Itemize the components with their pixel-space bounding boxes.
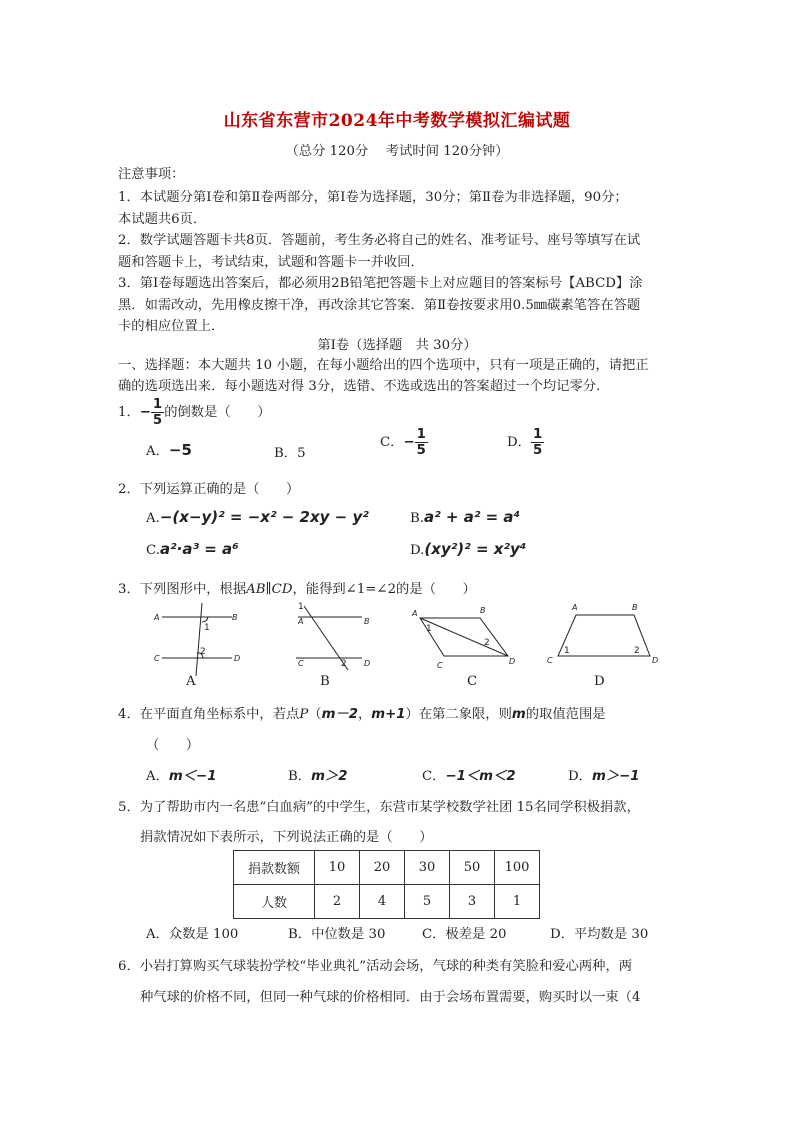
- q3-stem: 3．下列图形中，根据AB∥CD，能得到∠1=∠2的是（ ）: [118, 582, 476, 597]
- section-intro: 确的选项选出来．每小题选对得 3分，选错、不选或选出的答案超过一个均记零分．: [118, 379, 610, 394]
- table-cell: 10: [315, 851, 360, 885]
- q1-number: 1．: [118, 405, 140, 420]
- fig-caption-a: A: [186, 674, 196, 689]
- figure-a: [153, 603, 240, 676]
- fig-label: B: [232, 613, 238, 622]
- table-cell: 人数: [234, 885, 315, 919]
- fig-label: B: [632, 603, 638, 612]
- note-line: 1．本试题分第Ⅰ卷和第Ⅱ卷两部分，第Ⅰ卷为选择题，30分；第Ⅱ卷为非选择题，90分；: [118, 190, 628, 205]
- q4-blank: （ ）: [146, 738, 200, 753]
- fig-label: D: [509, 657, 516, 666]
- q2-option-a: A.−(x−y)² = −x² − 2xy − y²: [146, 508, 369, 526]
- fig-caption-c: C: [467, 674, 478, 689]
- table-cell: 50: [450, 851, 495, 885]
- q5-stem-line1: 5．为了帮助市内一名患“白血病”的中学生，东营市某学校数学社团 15名同学积极捐款，: [118, 800, 640, 815]
- fig-label: D: [652, 656, 659, 665]
- q2-stem: 2．下列运算正确的是（ ）: [118, 482, 300, 497]
- q1-option-b: B．5: [274, 446, 306, 461]
- figure-d: [547, 603, 658, 665]
- table-cell: 捐款数额: [234, 851, 315, 885]
- q4-option-c: C．−1＜m＜2: [422, 769, 516, 784]
- q1-stem: 的倒数是（ ）: [164, 405, 271, 420]
- q4-option-b: B．m＞2: [288, 769, 348, 784]
- table-cell: 3: [450, 885, 495, 919]
- note-line: 卡的相应位置上．: [118, 319, 225, 334]
- angle-label: 1: [426, 624, 432, 634]
- table-row: [234, 885, 540, 919]
- q2-option-d: D.(xy²)² = x²y⁴: [410, 540, 527, 558]
- q1-option-a: A．−5: [146, 441, 192, 459]
- fig-caption-b: B: [320, 674, 330, 689]
- angle-label: 2: [200, 647, 206, 657]
- figure-b: [296, 602, 370, 670]
- note-line: 题和答题卡上，考试结束，试题和答题卡一并收回．: [118, 255, 424, 270]
- fig-label: C: [298, 659, 304, 668]
- section-heading: 第Ⅰ卷（选择题 共 30分）: [317, 338, 477, 353]
- q1-fraction: [151, 397, 164, 428]
- fig-label: A: [154, 613, 160, 622]
- table-cell: 20: [360, 851, 405, 885]
- fig-label: A: [412, 609, 418, 618]
- fig-label: A: [298, 617, 304, 626]
- table-cell: 30: [405, 851, 450, 885]
- q2-option-c: C.a²·a³ = a⁶: [146, 540, 239, 558]
- q6-line1: 6．小岩打算购买气球装扮学校“毕业典礼”活动会场，气球的种类有笑脸和爱心两种，两: [118, 959, 633, 974]
- angle-label: 2: [634, 646, 640, 656]
- table-row: [234, 851, 540, 885]
- angle-label: 1: [204, 623, 210, 633]
- note-line: 2．数学试题答题卡共8页．答题前，考生务必将自己的姓名、准考证号、座号等填写在试: [118, 233, 641, 248]
- note-line: 黑．如需改动，先用橡皮擦干净，再改涂其它答案．第Ⅱ卷按要求用0.5㎜碳素笔答在答题: [118, 298, 641, 313]
- table-cell: 4: [360, 885, 405, 919]
- note-line: 3．第Ⅰ卷每题选出答案后，都必须用2B铅笔把答题卡上对应题目的答案标号【ABCD】涂: [118, 276, 643, 291]
- table-cell: 100: [495, 851, 540, 885]
- fig-label: C: [154, 654, 160, 663]
- q4-option-a: A．m＜−1: [146, 769, 217, 784]
- angle-label: 2: [484, 638, 490, 648]
- q5-option-a: A．众数是 100: [146, 927, 239, 942]
- q1-frac-num: 1: [152, 397, 163, 412]
- fig-label: D: [234, 654, 241, 663]
- fig-label: C: [547, 656, 553, 665]
- page-subtitle: （总分 120分 考试时间 120分钟）: [285, 144, 509, 159]
- notes-heading: 注意事项：: [118, 167, 185, 182]
- fig-caption-d: D: [594, 674, 605, 689]
- page-title: 山东省东营市2024年中考数学模拟汇编试题: [223, 111, 571, 131]
- fig-label: D: [364, 659, 371, 668]
- q2-option-b: B.a² + a² = a⁴: [410, 508, 521, 526]
- fig-label: B: [480, 606, 486, 615]
- q5-stem-line2: 捐款情况如下表所示，下列说法正确的是（ ）: [140, 830, 433, 845]
- angle-label: 1: [564, 646, 570, 656]
- fig-label: A: [572, 603, 578, 612]
- fig-label: B: [364, 617, 370, 626]
- figure-c: [411, 606, 515, 670]
- table-cell: 2: [315, 885, 360, 919]
- table-cell: 1: [495, 885, 540, 919]
- q1-frac-den: 5: [152, 413, 163, 428]
- note-line: 本试题共6页．: [118, 212, 207, 227]
- fig-label: C: [437, 661, 443, 670]
- q5-option-d: D．平均数是 30: [550, 927, 649, 942]
- q1-option-d: D． $\frac{1}{5}$: [507, 427, 543, 458]
- section-intro: 一、选择题：本大题共 10 小题，在每小题给出的四个选项中，只有一项是正确的，请把正: [118, 358, 649, 373]
- q4-stem: 4．在平面直角坐标系中，若点P（m－2，m+1）在第二象限，则m的取值范围是: [118, 707, 606, 722]
- q4-option-d: D．m＞−1: [568, 769, 640, 784]
- q1-minus: −: [139, 405, 151, 420]
- angle-label: 1: [298, 602, 304, 612]
- q1-option-c: C．− $\frac{1}{5}$: [380, 427, 426, 458]
- angle-label: 2: [341, 659, 347, 669]
- q6-line2: 种气球的价格不同，但同一种气球的价格相同．由于会场布置需要，购买时以一束（4: [140, 990, 641, 1005]
- donation-table: [233, 850, 540, 919]
- table-cell: 5: [405, 885, 450, 919]
- question-1: [118, 396, 271, 430]
- q5-option-b: B．中位数是 30: [288, 927, 386, 942]
- q5-option-c: C．极差是 20: [422, 927, 507, 942]
